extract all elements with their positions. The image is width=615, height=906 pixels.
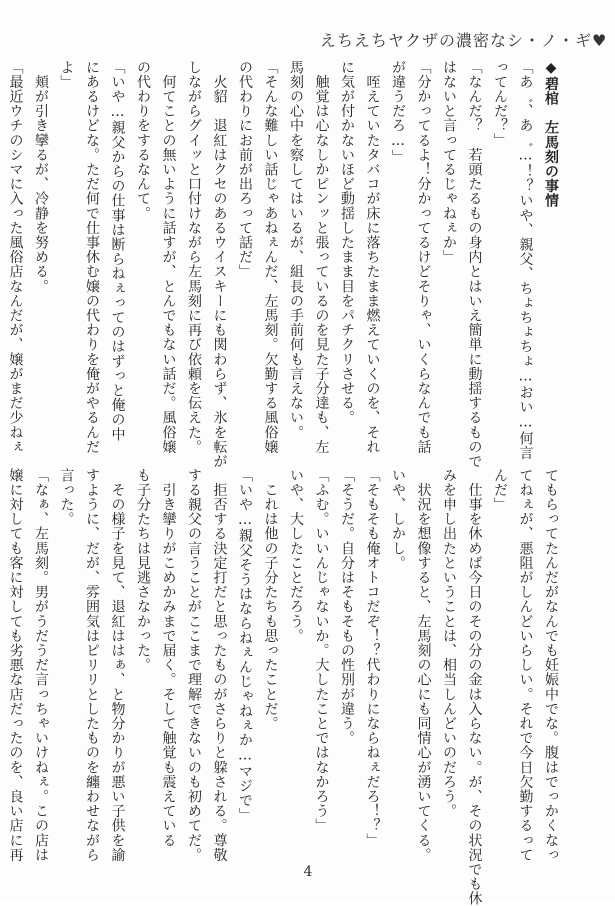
- text-line: 「あ゛、あ゛…！？いや、親父、ちょちょちょ…おい…何言: [517, 60, 534, 461]
- running-header: [320, 28, 608, 52]
- text-line: 触覚は心なしかピンッと張っているのを見た子分達も、左: [313, 60, 330, 455]
- text-line: 火貂 退紅はクセのあるウイスキーにも関わらず、氷を転が: [211, 60, 228, 469]
- page-number: 4: [303, 864, 313, 880]
- text-line: が違うだろ…」: [390, 60, 406, 165]
- heart-icon: ♥: [592, 31, 608, 50]
- text-line: はないと言ってるじゃねぇか」: [441, 60, 457, 265]
- header-title: えちえちヤクザの濃密なシ・ノ・ギ: [320, 31, 593, 50]
- text-line: 「分かってるよ！分かってるけどそりゃ、いくらなんでも話: [415, 60, 432, 455]
- text-line: する親父の言うことがここまで理解できないのも初めてだ。: [186, 468, 202, 863]
- section-title: ◆碧棺 左馬刻の事情: [543, 60, 559, 208]
- text-line: も子分たちは見逃さなかった。: [135, 468, 151, 673]
- text-line: 頬が引き攣るが、冷静を努める。: [33, 60, 49, 294]
- text-line: 仕事を休めば今日のその分の金は入らない。が、その状況でも休: [466, 468, 483, 906]
- text-line: 「そもそも俺オトコだぞ！？代わりにならねぇだろ！？」: [364, 468, 381, 848]
- text-line: よ」: [58, 60, 75, 90]
- text-line: すように、だが、雰囲気はピリリとしたものを纏わせながら: [84, 468, 100, 863]
- text-line: 状況を想像すると、左馬刻の心にも同情心が湧いてくる。: [415, 468, 432, 863]
- text-line: んだ」: [492, 468, 508, 512]
- text-line: 「いや…親父そうはならねぇんじゃねぇか…マジで」: [237, 468, 253, 823]
- text-line: の代わりにお前が出ろって話だ」: [237, 60, 253, 279]
- text-line: [0, 60, 2, 445]
- text-line: 引き攣りがこめかみまで届く。そして触覚も震えている: [160, 468, 177, 848]
- text-line: 「いや…親父からの仕事は断らねぇってのはずっと俺の中: [109, 60, 126, 442]
- text-line: [0, 468, 2, 858]
- text-line: 「そんな難しい話じゃあねぇんだ、左馬刻。欠勤する風俗嬢: [262, 60, 279, 455]
- text-line: 拒否する決定打だと思ったものがさらりと躱される。尊敬: [211, 468, 228, 863]
- text-line: ってんだ？」: [492, 60, 508, 148]
- text-line: 「なぁ、左馬刻。男がうだうだ言っちゃいけねぇ。この店は: [33, 468, 49, 863]
- text-line: 何てことの無いように話すが、とんでもない話だ。風俗嬢: [160, 60, 177, 455]
- text-block-top: [7, 60, 563, 469]
- text-line: 「なんだ？ 若頭たるもの身内とはいえ簡単に動揺するもので: [466, 60, 483, 469]
- text-line: いや、大したことだろう。: [288, 468, 304, 644]
- text-line: みを申し出たということは、相当しんどいのだろう。: [441, 468, 457, 819]
- text-line: てもらってたんだがなんでも妊娠中でな。腹はでっかくなっ: [543, 468, 559, 863]
- text-line: に気が付かないほど動揺したまま目をパチクリさせる。: [339, 60, 355, 425]
- text-line: にあるけどな。ただ何で仕事休む嬢の代わりを俺がやるんだ: [84, 60, 100, 455]
- text-line: 咥えていたタバコが床に落ちたまま燃えていくのを、それ: [364, 60, 381, 455]
- text-line: てねぇが、悪阻がしんどいらしい。それで今日欠勤するって: [517, 468, 534, 863]
- text-line: 「そうだ。自分はそもそもの性別が違う。: [339, 468, 355, 746]
- text-line: これは他の子分たちも思ったことだ。: [262, 468, 279, 731]
- text-line: 馬刻の心中を察してはいるが、組長の手前何も言えない。: [288, 60, 304, 440]
- text-block-bottom: [7, 468, 563, 906]
- text-line: その様子を見て、退紅ははぁ、と物分かりが悪い子供を諭: [109, 468, 126, 863]
- text-line: しながらグイッと口付けながら左馬刻に再び依頼を伝えた。: [186, 60, 202, 455]
- text-line: いや、しかし。: [390, 468, 406, 571]
- text-line: 嬢に対しても客に対しても劣悪な店だったのを、良い店に再: [7, 468, 24, 863]
- text-line: 「ふむ。いいんじゃないか。大したことではなかろう」: [313, 468, 330, 833]
- text-line: 言った。: [58, 468, 75, 527]
- text-line: の代わりをするなんて。: [135, 60, 151, 221]
- text-line: 「最近ウチのシマに入った風俗店なんだが、嬢がまだ少ねぇ: [7, 60, 24, 455]
